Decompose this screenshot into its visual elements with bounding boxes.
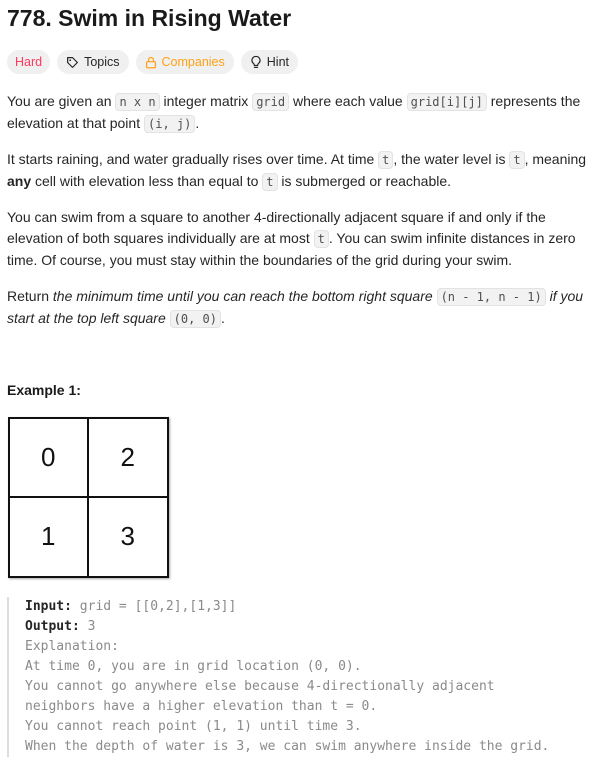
explanation-line: Explanation: xyxy=(25,639,119,654)
inline-code: grid[i][j] xyxy=(407,93,487,111)
inline-code: t xyxy=(509,151,524,169)
lock-icon xyxy=(145,56,157,69)
topics-button[interactable] xyxy=(57,50,128,74)
inline-code: t xyxy=(262,173,277,191)
grid-cell: 2 xyxy=(89,419,168,498)
output-value: 3 xyxy=(79,619,96,634)
explanation-line: You cannot go anywhere else because 4-directionally adjacent xyxy=(25,679,495,694)
inline-code: grid xyxy=(252,93,289,111)
input-value: grid = [[0,2],[1,3]] xyxy=(71,599,237,614)
inline-code: t xyxy=(314,230,329,248)
companies-button[interactable] xyxy=(136,50,234,74)
lightbulb-icon xyxy=(250,55,262,69)
problem-tags xyxy=(7,50,298,74)
italic-text: the minimum time until you can reach the bottom right square xyxy=(52,288,433,304)
inline-code: t xyxy=(378,151,393,169)
explanation-line: You cannot reach point (1, 1) until time 3. xyxy=(25,719,362,734)
difficulty-badge xyxy=(7,50,50,74)
hint-button[interactable] xyxy=(241,50,298,74)
description-paragraph-3: You can swim from a square to another 4-directionally adjacent square if and only if the elevation of both squares individually are at most t . You can swim infinite distances in zero time. Of course, you must stay within the boundaries of the grid during your swim. xyxy=(7,209,576,268)
topics-label: Topics xyxy=(84,55,120,69)
inline-code: n x n xyxy=(115,93,159,111)
explanation-line: At time 0, you are in grid location (0, 0). xyxy=(25,659,362,674)
explanation-line: neighbors have a higher elevation than t = 0. xyxy=(25,699,378,714)
example-block xyxy=(7,597,597,757)
grid-cell: 3 xyxy=(120,521,135,552)
difficulty-label: Hard xyxy=(15,55,43,69)
output-label: Output: xyxy=(25,619,80,634)
inline-code: (n - 1, n - 1) xyxy=(437,288,546,306)
example-title: Example 1: xyxy=(7,382,81,398)
problem-title[interactable]: 778. Swim in Rising Water xyxy=(7,5,292,31)
hint-label: Hint xyxy=(266,55,289,69)
companies-label: Companies xyxy=(161,55,225,69)
tag-icon xyxy=(66,56,79,69)
description-paragraph-1: You are given an n x n integer matrix grid where each value grid[i][j] represents the elevation at that point (i, j) . xyxy=(7,93,581,131)
description-paragraph-2: It starts raining, and water gradually rises over time. At time t , the water level is t , meaning any cell with elevation less than equal to t is submerged or reachable. xyxy=(7,151,587,189)
example-grid-image xyxy=(8,417,169,578)
explanation-line: When the depth of water is 3, we can swim anywhere inside the grid. xyxy=(25,739,550,754)
inline-code: (0, 0) xyxy=(170,310,221,328)
example-input-line xyxy=(25,597,597,617)
inline-code: (i, j) xyxy=(144,115,195,133)
emphasis-text: any xyxy=(7,173,32,189)
description-paragraph-4: Return the minimum time until you can reach the bottom right square (n - 1, n - 1) if you start at the top left square (0, 0) . xyxy=(7,288,584,326)
italic-text: if you start at the top left square xyxy=(7,288,584,326)
input-label: Input: xyxy=(25,599,72,614)
grid-cell: 1 xyxy=(10,498,89,577)
grid-cell: 0 xyxy=(10,419,89,498)
example-output-line xyxy=(25,617,597,637)
